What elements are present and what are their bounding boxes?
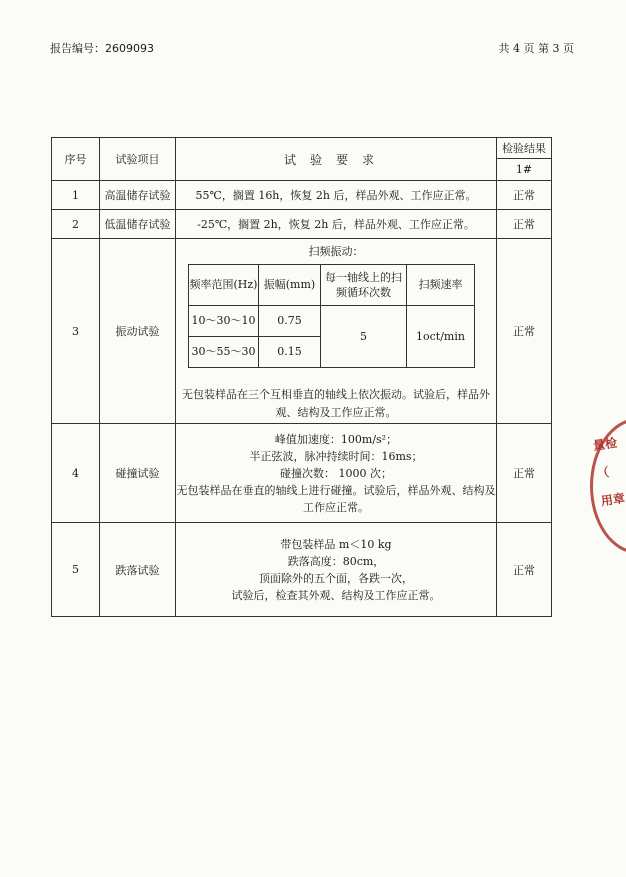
vibration-title: 扫频振动： — [308, 244, 364, 258]
row-result: 正常 — [497, 523, 552, 617]
vib-header-rate: 扫频速率 — [407, 264, 475, 305]
table-row — [52, 239, 552, 424]
vibration-note: 无包装样品在三个互相垂直的轴线上依次振动。试验后，样品外观、结构及工作应正常。 — [182, 387, 490, 419]
header-item: 试验项目 — [100, 138, 176, 181]
row-result: 正常 — [497, 424, 552, 523]
row-item: 振动试验 — [100, 239, 176, 424]
row-result: 正常 — [497, 239, 552, 424]
row-no: 5 — [52, 523, 100, 617]
req-line: 峰值加速度：100m/s²； — [274, 432, 398, 446]
table-row — [52, 523, 552, 617]
row-item: 低温储存试验 — [100, 210, 176, 239]
req-line: 带包装样品 m＜10 kg — [280, 537, 392, 551]
header-requirement: 试验要求 — [176, 138, 497, 181]
table-row — [52, 424, 552, 523]
vib-rate: 1oct/min — [407, 305, 475, 367]
row-item: 碰撞试验 — [100, 424, 176, 523]
row-requirement: -25℃，搁置 2h，恢复 2h 后，样品外观、工作应正常。 — [176, 210, 497, 239]
req-line: 碰撞次数： 1000 次； — [280, 466, 392, 480]
stamp-lettering: 量检 （ 用章 — [592, 435, 626, 509]
test-requirements-table — [51, 137, 552, 617]
req-line: 跌落高度：80cm， — [287, 554, 385, 568]
row-no: 4 — [52, 424, 100, 523]
vib-amp: 0.75 — [259, 305, 321, 336]
req-line: 半正弦波，脉冲持续时间：16ms； — [249, 449, 423, 463]
req-line: 无包装样品在垂直的轴线上进行碰撞。试验后，样品外观、结构及工作应正常。 — [176, 483, 496, 514]
vib-amp: 0.15 — [259, 336, 321, 367]
row-no: 2 — [52, 210, 100, 239]
row-item: 跌落试验 — [100, 523, 176, 617]
row-requirement — [176, 239, 497, 424]
row-item: 高温储存试验 — [100, 181, 176, 210]
table-row — [52, 181, 552, 210]
header-no: 序号 — [52, 138, 100, 181]
row-requirement — [176, 523, 497, 617]
table-row — [52, 210, 552, 239]
vib-header-cycles: 每一轴线上的扫频循环次数 — [321, 264, 407, 305]
row-no: 3 — [52, 239, 100, 424]
header-sample: 1# — [497, 159, 552, 181]
req-line: 顶面除外的五个面，各跌一次， — [259, 571, 413, 585]
vib-freq: 10～30～10 — [189, 305, 259, 336]
vib-cycles: 5 — [321, 305, 407, 367]
vibration-table — [188, 264, 475, 368]
row-result: 正常 — [497, 181, 552, 210]
row-requirement — [176, 424, 497, 523]
row-requirement: 55℃，搁置 16h，恢复 2h 后，样品外观、工作应正常。 — [176, 181, 497, 210]
vib-header-freq: 频率范围(Hz) — [189, 264, 259, 305]
page-indicator: 共 4 页 第 3 页 — [498, 42, 574, 55]
row-no: 1 — [52, 181, 100, 210]
vib-freq: 30～55～30 — [189, 336, 259, 367]
header-result: 检验结果 — [497, 138, 552, 159]
req-line: 试验后，检查其外观、结构及工作应正常。 — [231, 588, 441, 602]
row-result: 正常 — [497, 210, 552, 239]
vib-header-amp: 振幅(mm) — [259, 264, 321, 305]
report-number: 报告编号：2609093 — [50, 42, 154, 55]
